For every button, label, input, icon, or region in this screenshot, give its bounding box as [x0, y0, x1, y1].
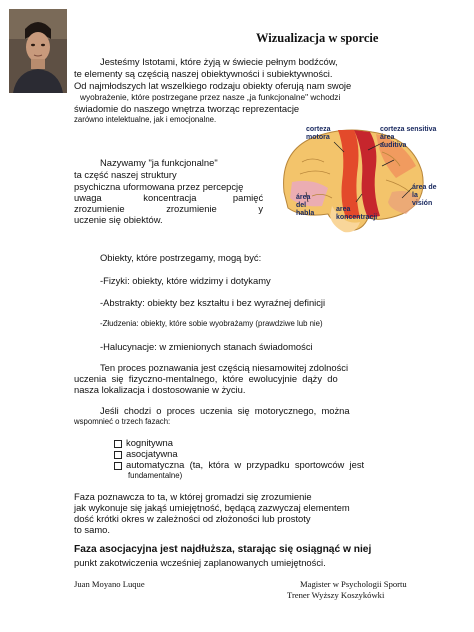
- intro-line: świadomie do naszego wnętrza tworząc reprezentacje: [74, 103, 300, 114]
- phase-item: asocjatywna: [114, 448, 178, 459]
- functional-line: Nazywamy "ja funkcjonalne": [100, 157, 218, 168]
- functional-line: uwaga koncentracja pamięć: [74, 192, 264, 203]
- functional-line: ta część naszej struktury: [74, 169, 177, 180]
- process-line: Ten proces poznawania jest częścią niesamowitej zdolności: [100, 362, 349, 373]
- objects-heading: Obiekty, które postrzegamy, mogą być:: [100, 252, 262, 263]
- checkbox-icon: [114, 440, 122, 448]
- brain-label-vision: área de la visión: [412, 184, 437, 207]
- motor-line: wspomnieć o trzech fazach:: [74, 417, 171, 426]
- phase-item: automatyczna (ta, która w przypadku sportowców jest: [114, 459, 364, 470]
- functional-line: zrozumienie zrozumienie y: [74, 203, 264, 214]
- cognitive-line: to samo.: [74, 524, 110, 535]
- footer-role-2: Trener Wyższy Koszykówki: [287, 590, 385, 600]
- page-title: Wizualizacja w sporcie: [256, 31, 379, 45]
- intro-line: zarówno intelektualne, jak i emocjonalne.: [74, 115, 217, 124]
- motor-line: Jeśli chodzi o proces uczenia się motorycznego, można: [100, 405, 350, 416]
- list-item: -Fizyki: obiekty, które widzimy i dotykamy: [100, 275, 271, 286]
- brain-label-motor: corteza motora: [306, 126, 331, 141]
- checkbox-icon: [114, 451, 122, 459]
- brain-label-concentration: area koncentracji: [336, 206, 378, 221]
- functional-line: psychiczna uformowana przez percepcję: [74, 181, 244, 192]
- list-item: -Złudzenia: obiekty, które sobie wyobrażamy (prawdziwe lub nie): [100, 319, 323, 328]
- intro-line: wyobrażenie, które postrzegane przez nasze „ja funkcjonalne" wchodzi: [80, 92, 341, 102]
- footer-role-1: Magister w Psychologii Sportu: [300, 579, 407, 589]
- process-line: uczenia się fizyczno-mentalnego, które ewolucyjnie dąży do: [74, 373, 338, 384]
- intro-line: te elementy są częścią naszej obiektywności i subiektywności.: [74, 68, 333, 79]
- brain-label-speech: área del habla: [296, 194, 315, 217]
- checkbox-icon: [114, 462, 122, 470]
- intro-line: Od najmłodszych lat wszelkiego rodzaju obiekty oferują nam swoje: [74, 80, 352, 91]
- phase-item: kognitywna: [114, 437, 173, 448]
- functional-line: uczenie się obiektów.: [74, 214, 163, 225]
- associative-bold: Faza asocjacyjna jest najdłuższa, starając się osiągnąć w niej: [74, 544, 372, 555]
- cognitive-line: jak wykonuje się jakąś umiejętność, będącą zazwyczaj elementem: [74, 502, 350, 513]
- process-line: nasza lokalizacja i dostosowanie w życiu.: [74, 384, 246, 395]
- footer-author: Juan Moyano Luque: [74, 579, 145, 589]
- list-item: -Halucynacje: w zmienionych stanach świadomości: [100, 341, 313, 352]
- phase-item-cont: fundamentalne): [128, 471, 183, 480]
- intro-line: Jesteśmy Istotami, które żyją w świecie pełnym bodźców,: [100, 56, 338, 67]
- associative-rest: punkt zakotwiczenia wcześniej zaplanowanych umiejętności.: [74, 557, 326, 568]
- author-photo: [9, 9, 67, 93]
- list-item: -Abstrakty: obiekty bez kształtu i bez wyraźnej definicji: [100, 297, 326, 308]
- cognitive-line: Faza poznawcza to ta, w której gromadzi się zrozumienie: [74, 491, 312, 502]
- brain-label-sensitive: corteza sensitiva área auditiva: [380, 126, 437, 149]
- cognitive-line: dość krótki okres w zależności od złożoności lub prostoty: [74, 513, 311, 524]
